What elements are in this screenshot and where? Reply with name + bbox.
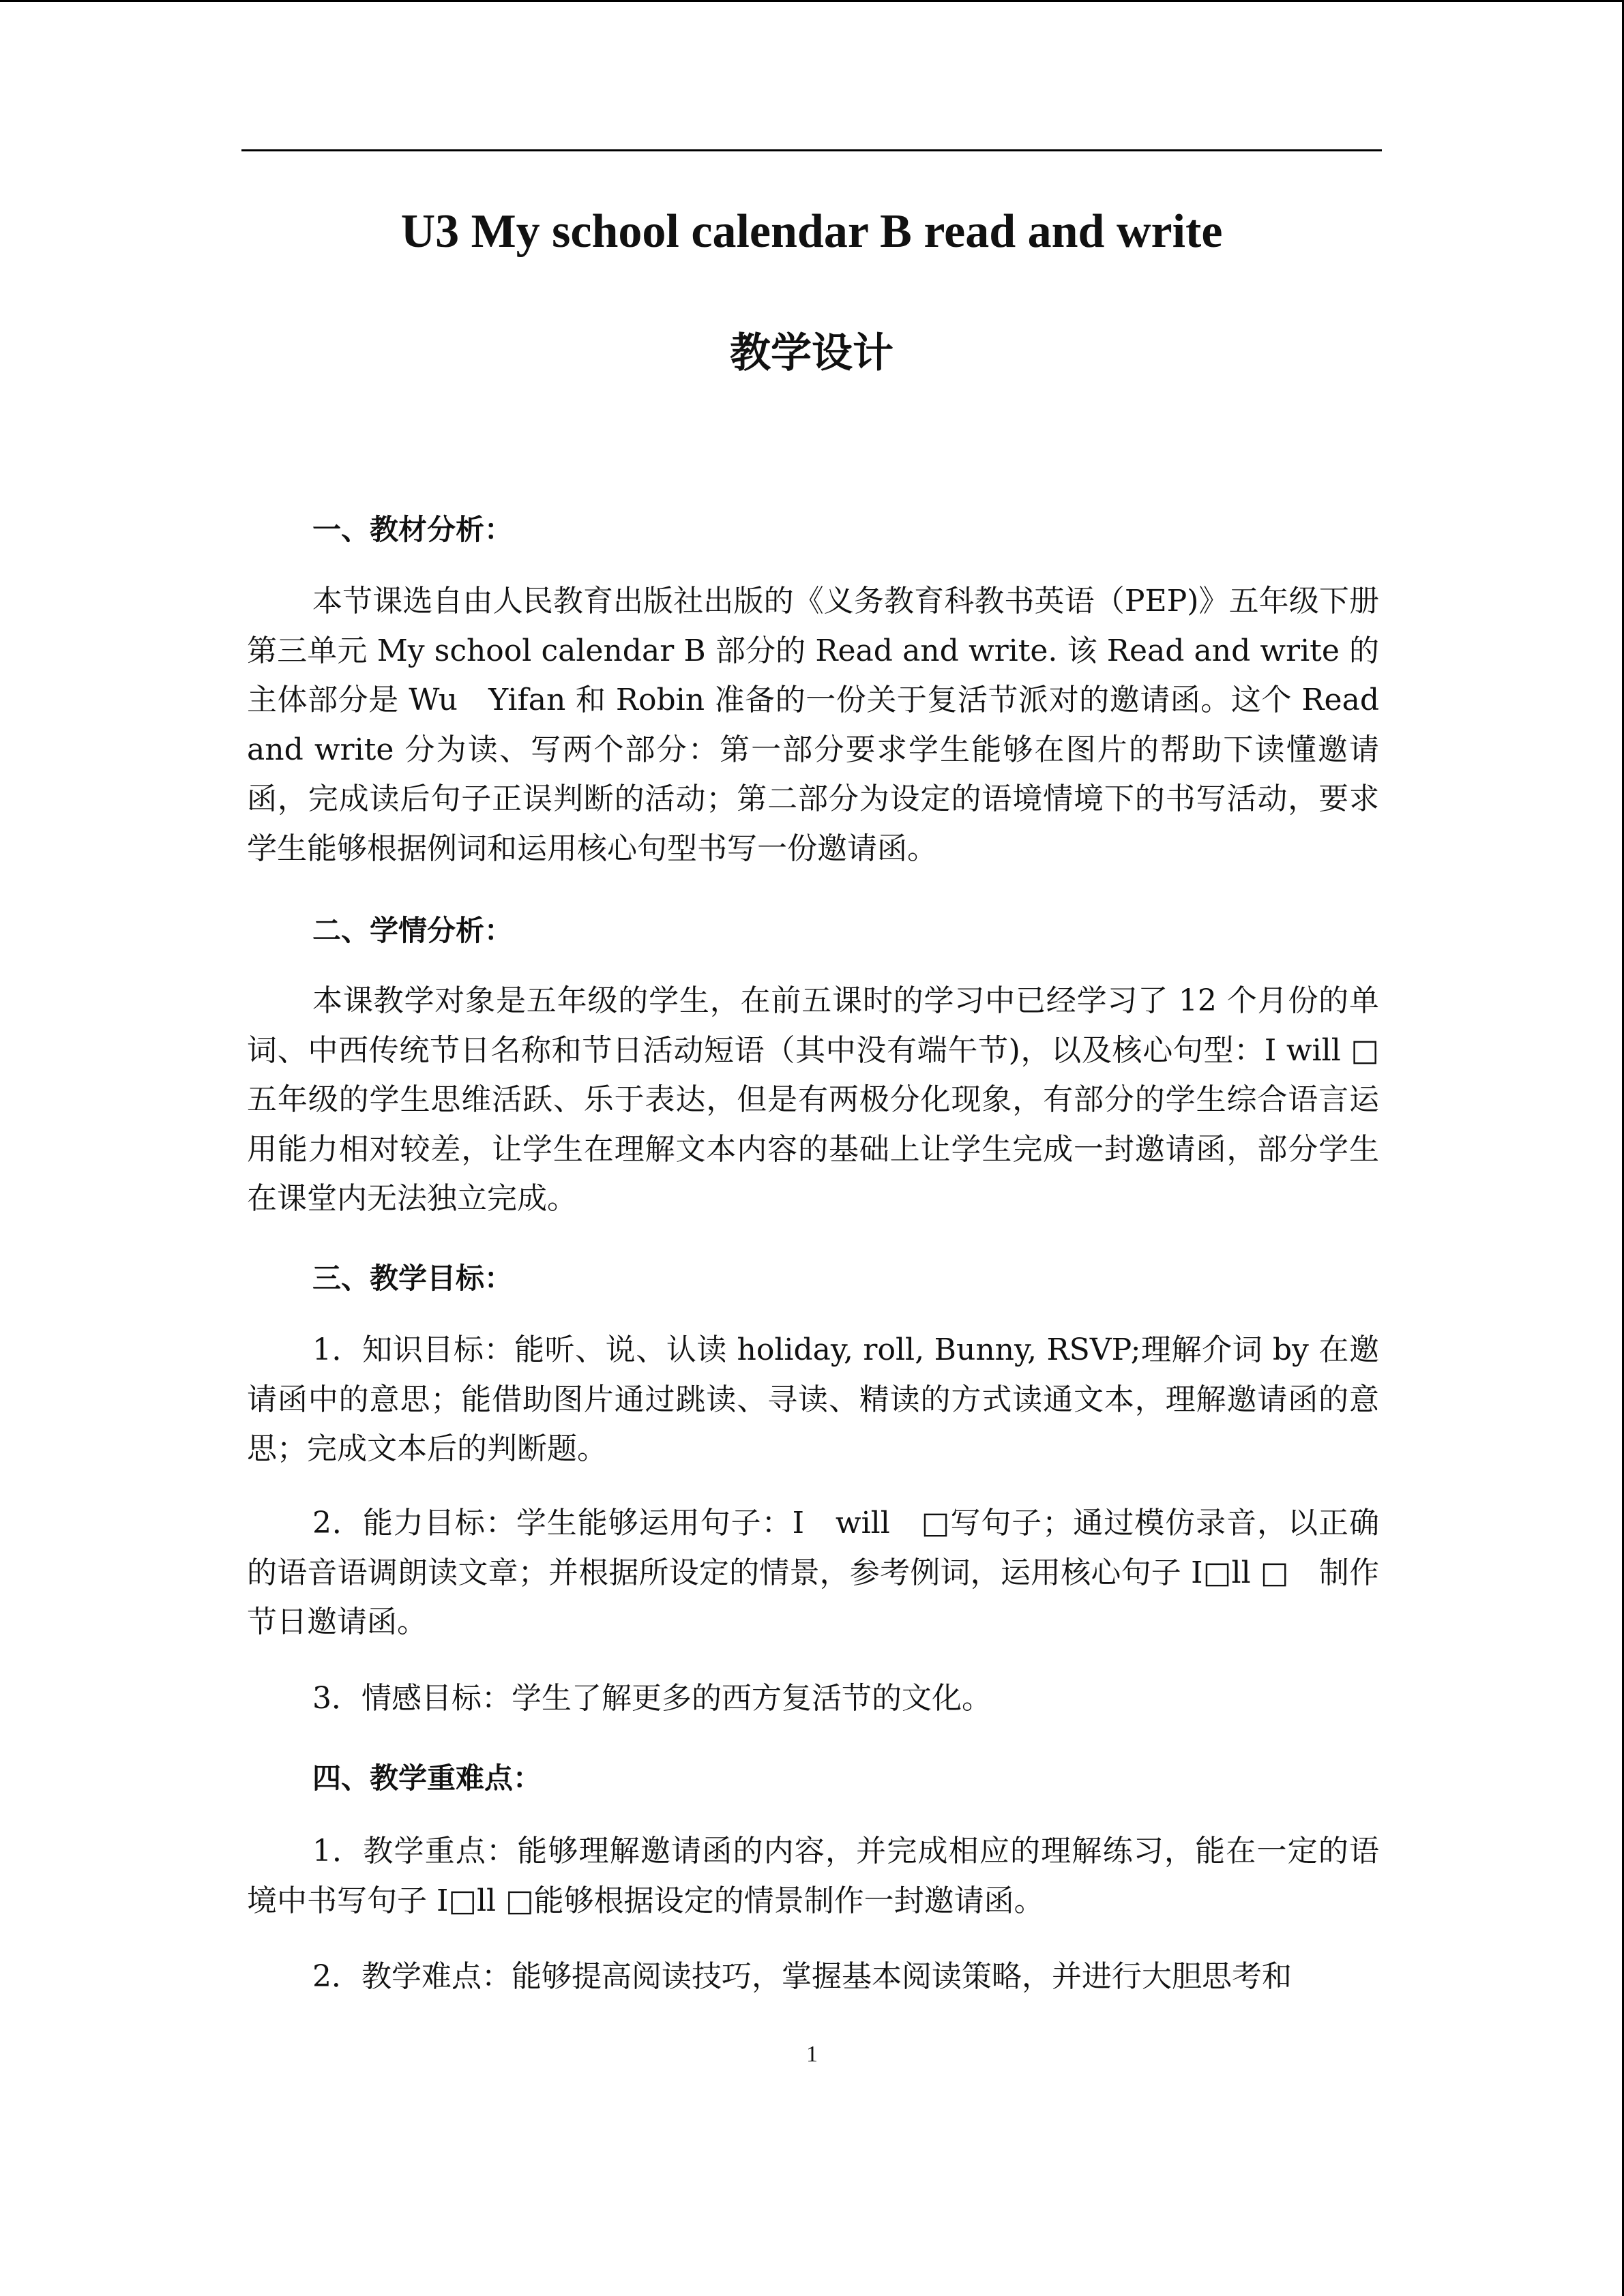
paragraph-emotional-objective: 3．情感目标：学生了解更多的西方复活节的文化。: [312, 1681, 992, 1716]
section-heading-key-difficult-points: 四、教学重难点：: [312, 1761, 542, 1795]
paragraph-knowledge-objective: 1．知识目标：能听、说、认读 holiday, roll, Bunny, RSVP;理解介词 by 在邀请函中的意思；能借助图片通过跳读、寻读、精读的方式读通文本，理解邀请函的意思；完成文本后的判断题。: [247, 1332, 1379, 1466]
paragraph-teaching-focus: 1．教学重点：能够理解邀请函的内容，并完成相应的理解练习，能在一定的语境中书写句子 I□ll □能够根据设定的情景制作一封邀请函。: [247, 1834, 1379, 1918]
paragraph-ability-objective: 2．能力目标：学生能够运用句子：I will □写句子；通过模仿录音，以正确的语音语调朗读文章；并根据所设定的情景，参考例词，运用核心句子 I□ll □ 制作节日邀请函。: [247, 1506, 1379, 1639]
section-heading-material-analysis: 一、教材分析：: [312, 513, 514, 546]
header-rule: [241, 149, 1382, 151]
section-heading-learner-analysis: 二、学情分析：: [312, 914, 514, 947]
paragraph-teaching-difficulty: 2．教学难点：能够提高阅读技巧，掌握基本阅读策略，并进行大胆思考和: [312, 1959, 1292, 1994]
section-heading-teaching-objectives: 三、教学目标：: [312, 1262, 514, 1295]
paragraph-material-analysis: 本节课选自由人民教育出版社出版的《义务教育科教书英语（PEP)》五年级下册第三单元 My school calendar B 部分的 Read and write. 该 Read and write 的主体部分是 Wu Yifan 和 Robin 准备的一份关于复活节派对的邀请函。这个 Read and write 分为读、写两个部分：第一部分要求学生能够在图片的帮助下读懂邀请函，完成读后句子正误判断的活动；第二部分为设定的语境情境下的书写活动，要求学生能够根据例词和运用核心句型书写一份邀请函。: [247, 584, 1379, 866]
document-title: U3 My school calendar B read and write: [400, 205, 1223, 258]
paragraph-learner-analysis: 本课教学对象是五年级的学生，在前五课时的学习中已经学习了 12 个月份的单词、中西传统节日名称和节日活动短语（其中没有端午节)，以及核心句型：I will □ 五年级的学生思维活跃、乐于表达，但是有两极分化现象，有部分的学生综合语言运用能力相对较差，让学生在理解文本内容的基础上让学生完成一封邀请函，部分学生在课堂内无法独立完成。: [247, 983, 1409, 1216]
page-number: 1: [806, 2042, 818, 2067]
document-subtitle: 教学设计: [730, 329, 894, 377]
page-border-top: [0, 0, 1624, 2]
